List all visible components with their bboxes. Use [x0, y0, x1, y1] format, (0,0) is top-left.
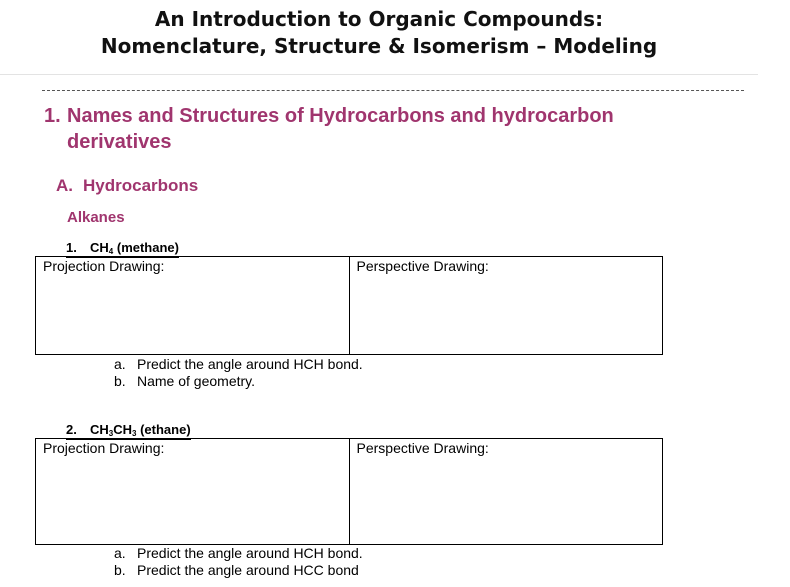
list-item: b. Predict the angle around HCC bond [114, 562, 359, 578]
header-divider [0, 74, 758, 75]
formula: $CH_4$ [90, 240, 114, 256]
question-list-ethane [114, 545, 363, 579]
section-title-line-2: derivatives [67, 131, 172, 153]
compound-name: (ethane) [140, 422, 191, 437]
category-label: Alkanes [67, 209, 125, 226]
list-item: a. Predict the angle around HCH bond. [114, 545, 363, 561]
perspective-drawing-cell[interactable]: Perspective Drawing: [349, 257, 663, 354]
subsection-heading [56, 176, 198, 196]
item-number: 2. [66, 422, 77, 437]
list-item: a. Predict the angle around HCH bond. [114, 356, 363, 372]
perspective-drawing-cell[interactable]: Perspective Drawing: [349, 439, 663, 544]
subsection-title: Hydrocarbons [83, 176, 199, 195]
subsection-letter: A. [56, 176, 73, 195]
compound-name: (methane) [116, 240, 179, 255]
title-line-2: Nomenclature, Structure & Isomerism – Modeling [100, 34, 658, 58]
projection-drawing-cell[interactable]: Projection Drawing: [43, 258, 165, 274]
question-list-methane [114, 356, 363, 390]
page-title [0, 6, 758, 60]
list-item: b. Name of geometry. [114, 373, 256, 389]
title-line-1: An Introduction to Organic Compounds: [154, 7, 604, 31]
drawing-table-methane [35, 256, 663, 355]
drawing-table-ethane [35, 438, 663, 545]
section-number: 1. [44, 105, 61, 127]
dashed-divider [42, 90, 744, 91]
section-title-line-1: Names and Structures of Hydrocarbons and hydrocarbon [67, 105, 614, 127]
section-heading [44, 103, 684, 155]
item-number: 1. [66, 240, 77, 255]
projection-drawing-cell[interactable]: Projection Drawing: [43, 440, 165, 456]
formula: $CH_3CH_3$ [90, 422, 137, 438]
